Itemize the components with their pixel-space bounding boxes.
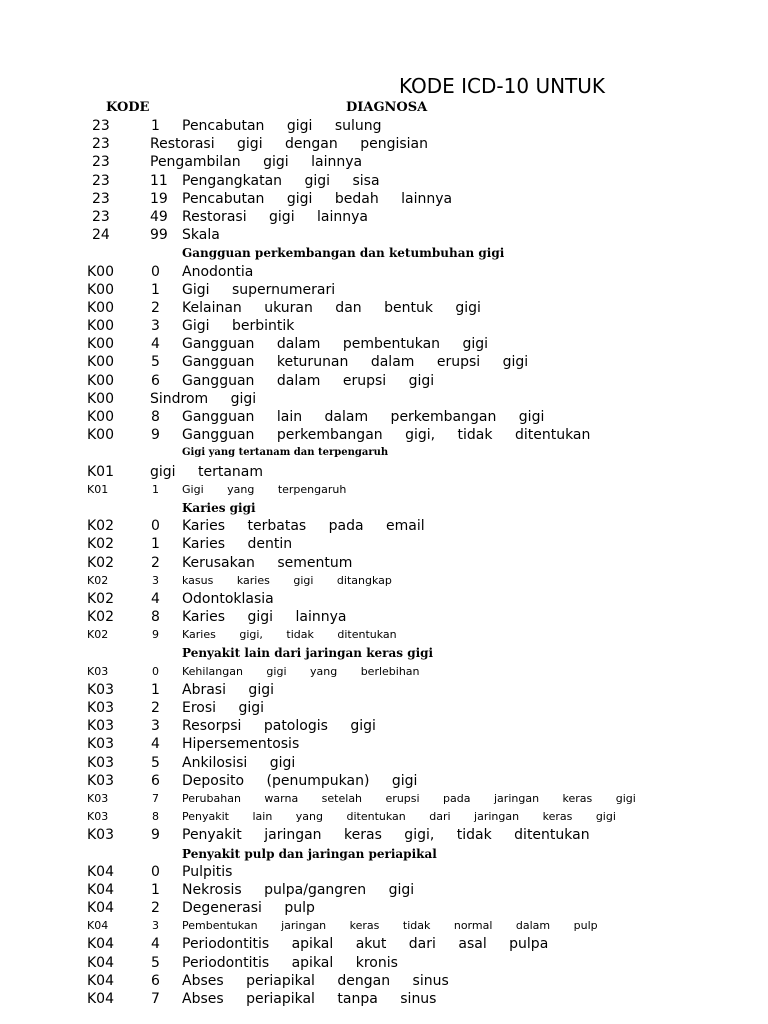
row-diagnosis: Sindrom gigi	[150, 390, 257, 407]
row-subcode: 1	[152, 482, 159, 496]
row-code: K02	[87, 518, 114, 535]
row-subcode: 1	[151, 281, 160, 298]
row-subcode: 3	[152, 919, 159, 933]
row-subcode: 0	[151, 518, 160, 535]
row-code: 23	[92, 208, 110, 225]
table-row	[0, 699, 768, 717]
table-row	[0, 626, 768, 644]
row-code: 23	[92, 136, 110, 153]
row-diagnosis: Abses periapikal dengan sinus	[182, 972, 449, 989]
row-subcode: 0	[152, 664, 159, 678]
row-code: K00	[87, 281, 114, 298]
row-code: K02	[87, 628, 109, 642]
row-code: K03	[87, 664, 109, 678]
row-diagnosis: Restorasi gigi lainnya	[182, 208, 369, 225]
row-code: K00	[87, 336, 114, 353]
table-row	[0, 190, 768, 208]
table-row	[0, 990, 768, 1008]
table-row	[0, 263, 768, 281]
row-subcode: 8	[151, 409, 160, 425]
row-code: K00	[87, 299, 114, 316]
row-diagnosis: Ankilosisi gigi	[182, 754, 296, 771]
row-code: K04	[87, 972, 114, 989]
row-diagnosis: Abses periapikal tanpa sinus	[182, 991, 437, 1007]
table-row	[0, 517, 768, 535]
table-row	[0, 826, 768, 844]
row-diagnosis: Kerusakan sementum	[182, 554, 353, 571]
table-row	[0, 972, 768, 990]
row-code: K01	[87, 482, 109, 496]
row-diagnosis: Gangguan dalam pembentukan gigi	[182, 336, 489, 353]
row-subcode: 49	[150, 208, 168, 225]
row-subcode: 5	[151, 954, 160, 971]
table-row	[0, 117, 768, 135]
table-row	[0, 208, 768, 226]
row-diagnosis: Pengangkatan gigi sisa	[182, 172, 380, 189]
table-row	[0, 935, 768, 953]
row-subcode: 8	[152, 810, 159, 824]
row-code: K02	[87, 554, 114, 571]
table-row	[0, 717, 768, 735]
section-title: Penyakit pulp dan jaringan periapikal	[182, 846, 437, 861]
row-code: K03	[87, 681, 114, 698]
row-subcode: 4	[151, 936, 160, 953]
row-subcode: 5	[151, 354, 160, 371]
row-subcode: 3	[152, 573, 159, 587]
row-code: K00	[87, 427, 114, 444]
row-diagnosis: Skala	[182, 227, 220, 244]
table-row	[0, 172, 768, 190]
section-heading	[0, 244, 768, 262]
row-diagnosis: kasus karies gigi ditangkap	[182, 573, 392, 587]
row-diagnosis: Abrasi gigi	[182, 681, 274, 698]
table-row	[0, 608, 768, 626]
header-diagnosis: DIAGNOSA	[346, 100, 428, 115]
row-diagnosis: Karies dentin	[182, 536, 293, 553]
row-code: K02	[87, 573, 109, 587]
row-subcode: 4	[151, 736, 160, 753]
table-row	[0, 226, 768, 244]
row-diagnosis: Degenerasi pulp	[182, 900, 315, 917]
table-row	[0, 735, 768, 753]
row-subcode: 6	[151, 972, 160, 989]
row-diagnosis: Pembentukan jaringan keras tidak normal dalam pulp	[182, 919, 598, 933]
row-subcode: 7	[151, 991, 160, 1007]
row-subcode: 8	[151, 609, 160, 626]
row-diagnosis: Periodontitis apikal akut dari asal pulpa	[182, 936, 549, 953]
section-heading	[0, 845, 768, 863]
table-row	[0, 153, 768, 171]
row-diagnosis: Gangguan lain dalam perkembangan gigi	[182, 409, 545, 425]
row-code: K01	[87, 463, 114, 480]
row-code: K03	[87, 700, 114, 716]
row-subcode: 5	[151, 754, 160, 771]
row-subcode: 3	[151, 718, 160, 735]
row-subcode: 2	[151, 700, 160, 716]
table-row	[0, 954, 768, 972]
row-diagnosis: Karies gigi, tidak ditentukan	[182, 628, 397, 642]
row-code: K04	[87, 863, 114, 880]
row-code: K00	[87, 390, 114, 407]
row-subcode: 1	[151, 536, 160, 553]
table-row	[0, 335, 768, 353]
row-diagnosis: Restorasi gigi dengan pengisian	[150, 136, 428, 153]
row-subcode: 6	[151, 372, 160, 389]
row-diagnosis: Deposito (penumpukan) gigi	[182, 772, 418, 789]
table-row	[0, 590, 768, 608]
row-diagnosis: Periodontitis apikal kronis	[182, 954, 398, 971]
row-code: K04	[87, 936, 114, 953]
row-code: K04	[87, 881, 114, 898]
row-diagnosis: Resorpsi patologis gigi	[182, 718, 376, 735]
row-diagnosis: Gangguan perkembangan gigi, tidak ditentukan	[182, 427, 591, 444]
section-heading	[0, 499, 768, 517]
table-row	[0, 426, 768, 444]
row-code: K03	[87, 810, 109, 824]
table-row	[0, 372, 768, 390]
row-diagnosis: Kehilangan gigi yang berlebihan	[182, 664, 420, 678]
row-subcode: 4	[151, 336, 160, 353]
row-diagnosis: Anodontia	[182, 263, 254, 280]
header-code: KODE	[106, 100, 150, 115]
row-code: K03	[87, 827, 114, 844]
row-code: K04	[87, 954, 114, 971]
row-code: K03	[87, 718, 114, 735]
row-subcode: 1	[151, 681, 160, 698]
table-row	[0, 681, 768, 699]
row-subcode: 11	[150, 172, 168, 189]
table-row	[0, 790, 768, 808]
section-title: Gigi yang tertanam dan terpengaruh	[182, 447, 389, 459]
document-title: KODE ICD-10 UNTUK	[399, 74, 606, 98]
row-diagnosis: Gigi supernumerari	[182, 281, 336, 298]
table-row	[0, 535, 768, 553]
row-code: K04	[87, 919, 109, 933]
table-row	[0, 808, 768, 826]
row-diagnosis: Karies gigi lainnya	[182, 609, 347, 626]
row-diagnosis: Gigi berbintik	[182, 318, 295, 335]
table-row	[0, 554, 768, 572]
table-row	[0, 863, 768, 881]
row-code: K02	[87, 536, 114, 553]
icd-code-list	[0, 117, 768, 1008]
row-subcode: 4	[151, 590, 160, 607]
table-row	[0, 917, 768, 935]
row-subcode: 1	[151, 118, 160, 134]
table-row	[0, 463, 768, 481]
row-subcode: 2	[151, 299, 160, 316]
row-diagnosis: Nekrosis pulpa/gangren gigi	[182, 881, 415, 898]
row-code: K03	[87, 772, 114, 789]
row-code: K04	[87, 991, 114, 1007]
row-subcode: 3	[151, 318, 160, 335]
row-code: K02	[87, 609, 114, 626]
table-row	[0, 390, 768, 408]
table-row	[0, 572, 768, 590]
row-subcode: 99	[150, 227, 168, 244]
row-diagnosis: Hipersementosis	[182, 736, 300, 753]
table-row	[0, 754, 768, 772]
row-code: K04	[87, 900, 114, 917]
row-subcode: 0	[151, 263, 160, 280]
row-diagnosis: Gigi yang terpengaruh	[182, 482, 347, 496]
row-diagnosis: Odontoklasia	[182, 590, 274, 607]
row-subcode: 1	[151, 881, 160, 898]
row-diagnosis: Gangguan dalam erupsi gigi	[182, 372, 435, 389]
row-diagnosis: Pulpitis	[182, 863, 233, 880]
row-subcode: 9	[151, 427, 160, 444]
row-code: K00	[87, 409, 114, 425]
row-code: K03	[87, 754, 114, 771]
row-diagnosis: Pengambilan gigi lainnya	[150, 154, 363, 171]
row-code: K03	[87, 736, 114, 753]
row-diagnosis: Kelainan ukuran dan bentuk gigi	[182, 299, 481, 316]
row-code: 23	[92, 190, 110, 207]
row-diagnosis: gigi tertanam	[150, 463, 264, 480]
table-row	[0, 317, 768, 335]
row-code: K02	[87, 590, 114, 607]
row-diagnosis: Penyakit jaringan keras gigi, tidak ditentukan	[182, 827, 590, 844]
row-subcode: 0	[151, 863, 160, 880]
table-row	[0, 772, 768, 790]
section-title: Karies gigi	[182, 500, 256, 515]
row-diagnosis: Erosi gigi	[182, 700, 265, 716]
row-code: K03	[87, 791, 109, 805]
table-row	[0, 881, 768, 899]
row-code: K00	[87, 372, 114, 389]
table-row	[0, 135, 768, 153]
section-title: Gangguan perkembangan dan ketumbuhan gigi	[182, 246, 505, 261]
row-diagnosis: Pencabutan gigi sulung	[182, 118, 382, 134]
row-diagnosis: Gangguan keturunan dalam erupsi gigi	[182, 354, 529, 371]
row-code: K00	[87, 354, 114, 371]
section-heading	[0, 644, 768, 662]
row-diagnosis: Karies terbatas pada email	[182, 518, 425, 535]
row-code: 23	[92, 154, 110, 171]
table-row	[0, 408, 768, 426]
table-row	[0, 353, 768, 371]
row-diagnosis: Pencabutan gigi bedah lainnya	[182, 190, 453, 207]
row-code: 24	[92, 227, 110, 244]
row-code: 23	[92, 118, 110, 134]
row-subcode: 19	[150, 190, 168, 207]
row-code: K00	[87, 318, 114, 335]
row-subcode: 2	[151, 900, 160, 917]
row-subcode: 6	[151, 772, 160, 789]
row-diagnosis: Perubahan warna setelah erupsi pada jaringan keras gigi	[182, 791, 636, 805]
row-diagnosis: Penyakit lain yang ditentukan dari jaringan keras gigi	[182, 810, 616, 824]
table-row	[0, 481, 768, 499]
row-code: K00	[87, 263, 114, 280]
row-subcode: 7	[152, 791, 159, 805]
table-row	[0, 899, 768, 917]
section-title: Penyakit lain dari jaringan keras gigi	[182, 646, 434, 661]
table-row	[0, 299, 768, 317]
table-row	[0, 281, 768, 299]
table-row	[0, 663, 768, 681]
row-subcode: 9	[151, 827, 160, 844]
row-code: 23	[92, 172, 110, 189]
row-subcode: 2	[151, 554, 160, 571]
row-subcode: 9	[152, 628, 159, 642]
section-heading	[0, 444, 768, 462]
